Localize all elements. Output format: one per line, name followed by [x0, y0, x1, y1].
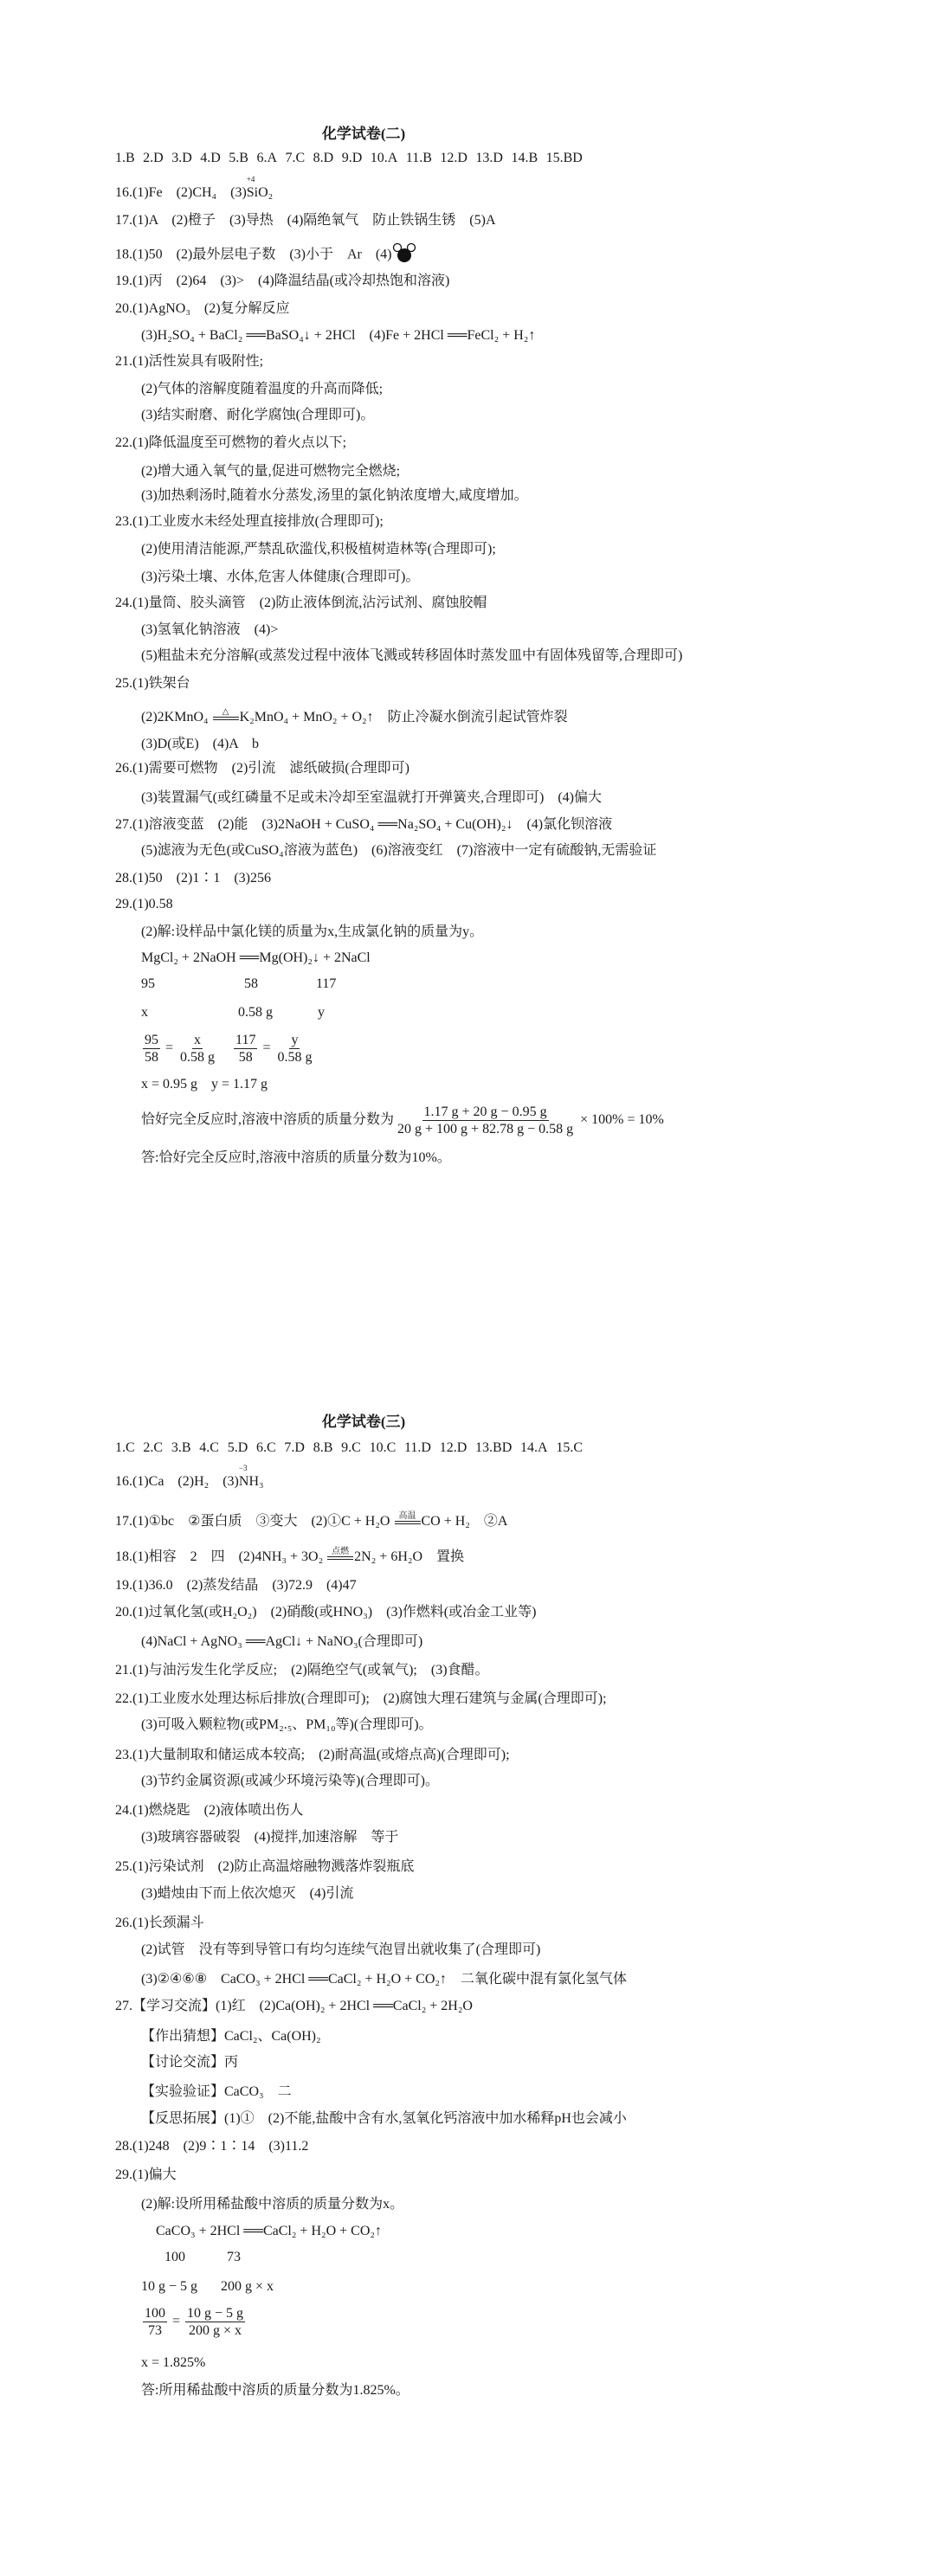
mc-answer: 6.C: [256, 1440, 276, 1455]
answer-line: [141, 1773, 439, 1790]
answer-text: × 100% = 10%: [577, 1112, 664, 1128]
answer-text: 20.(1)AgNO₃ (2)复分解反应: [115, 301, 290, 316]
mc-answer: 11.B: [405, 151, 432, 165]
answer-line: [115, 870, 271, 887]
calc-column-value: 73: [227, 2250, 241, 2264]
calc-column-value: 95: [141, 976, 155, 991]
answer-line: [115, 175, 274, 202]
fraction: [178, 1032, 216, 1066]
answer-text: (5)滤液为无色(或CuSO₄溶液为蓝色) (6)溶液变红 (7)溶液中一定有硫酸钠,无需验证: [141, 843, 657, 858]
answer-line: [141, 736, 259, 753]
answer-line: [141, 487, 528, 505]
mc-answer: 8.D: [313, 151, 334, 165]
answer-line: [141, 1032, 315, 1066]
answer-line: [115, 435, 346, 452]
answer-line: [141, 2305, 247, 2339]
answer-text: 恰好完全反应时,溶液中溶质的质量分数为: [141, 1112, 395, 1128]
answer-text: (2)增大通入氧气的量,促进可燃物完全燃烧;: [141, 464, 401, 479]
mc-answer: 9.C: [341, 1440, 361, 1455]
answer-text: CaCO₃ + 2HCl ══CaCl₂ + H₂O + CO₂↑: [156, 2224, 382, 2238]
answer-text: 18.(1)50 (2)最外层电子数 (3)小于 Ar (4): [115, 247, 392, 262]
answer-line: [141, 924, 483, 941]
answer-text: (2)解:设样品中氯化镁的质量为x,生成氯化钠的质量为y。: [141, 924, 484, 939]
answer-line: [141, 327, 535, 345]
answer-text: 26.(1)长颈漏斗: [115, 1916, 204, 1930]
reaction-condition-text: 高温: [398, 1511, 416, 1521]
fraction: [275, 1032, 313, 1066]
answer-text: =: [162, 1040, 177, 1056]
answer-line: [141, 621, 278, 639]
answer-text: =: [259, 1040, 274, 1056]
answer-line: [141, 463, 400, 480]
calc-column-value: 0.58 g: [238, 1005, 273, 1020]
element-symbol: Si: [246, 185, 259, 200]
answer-text: (3)氢氧化钠溶液 (4)>: [141, 622, 279, 637]
answer-line: [115, 816, 612, 834]
answer-text: 【实验验证】CaCO₃ 二: [141, 2084, 292, 2099]
answer-line: [115, 212, 496, 229]
equals-sign: [327, 1556, 353, 1560]
fraction: [143, 1032, 160, 1066]
multiple-choice-answers: [115, 1439, 583, 1457]
mc-answer: 10.C: [369, 1440, 397, 1455]
fraction-denominator: 58: [145, 1050, 158, 1065]
mc-answer: 12.D: [439, 1440, 468, 1455]
multiple-choice-answers: [115, 150, 583, 167]
answer-text: 17.(1)①bc ②蛋白质 ③变大 (2)①C + H₂O: [115, 1514, 394, 1529]
answer-text: MgCl₂ + 2NaOH ══Mg(OH)₂↓ + 2NaCl: [141, 950, 371, 965]
answer-line: [115, 1548, 464, 1566]
answer-text: (2)解:设所用稀盐酸中溶质的质量分数为x。: [141, 2197, 404, 2212]
answer-text: 23.(1)工业废水未经处理直接排放(合理即可);: [115, 514, 384, 529]
answer-line: [141, 1076, 268, 1093]
answer-line: [141, 950, 371, 967]
answer-text: (3)装置漏气(或红磷量不足或未冷却至室温就打开弹簧夹,合理即可) (4)偏大: [141, 790, 602, 805]
answer-line: [141, 1885, 353, 1903]
answer-text: 20.(1)过氧化氢(或H₂O₂) (2)硝酸(或HNO₃) (3)作燃料(或冶金工业等): [115, 1605, 537, 1620]
fraction: [185, 2305, 245, 2339]
answer-line: [115, 675, 190, 692]
fraction-numerator: 10 g − 5 g: [187, 2306, 244, 2321]
answer-line: [115, 595, 487, 612]
mc-answer: 8.B: [313, 1440, 333, 1455]
fraction-denominator: 0.58 g: [180, 1050, 216, 1065]
fraction-denominator: 200 g × x: [189, 2323, 242, 2338]
answer-line: [141, 1633, 422, 1651]
answer-line: [141, 407, 374, 424]
valence-number: −3: [238, 1464, 248, 1472]
mc-answer: 1.B: [115, 151, 135, 165]
answer-text: 16.(1)Ca (2)H₂ (3): [115, 1474, 239, 1489]
answer-text: (3)加热剩汤时,随着水分蒸发,汤里的氯化钠浓度增大,咸度增加。: [141, 488, 528, 503]
mc-answer: 5.B: [229, 151, 248, 165]
mc-answer: 15.BD: [545, 151, 583, 165]
mc-answer: 3.B: [171, 1440, 191, 1455]
answer-line: [141, 1829, 398, 1846]
answer-line: [115, 760, 409, 777]
reaction-condition-text: 点燃: [332, 1547, 350, 1556]
mc-answer: 7.D: [284, 1440, 305, 1455]
mc-answer: 3.D: [171, 151, 192, 165]
answer-line: [115, 1690, 607, 1708]
mc-answer: 4.D: [200, 151, 221, 165]
answer-text: K₂MnO₄ + MnO₂ + O₂↑ 防止冷凝水倒流引起试管炸裂: [239, 710, 568, 724]
answer-line: [115, 353, 263, 370]
answer-line: [141, 1150, 451, 1167]
answer-text: 2N₂ + 6H₂O 置换: [354, 1549, 465, 1564]
equals-sign: [395, 1521, 421, 1524]
answer-line: [115, 2138, 308, 2155]
mc-answer: 7.C: [285, 151, 306, 165]
answer-line: [115, 1577, 357, 1594]
answer-text: 答:恰好完全反应时,溶液中溶质的质量分数为10%。: [141, 1150, 451, 1165]
answer-line: [141, 2382, 409, 2399]
answer-line: [115, 896, 173, 913]
mc-answer: 11.D: [404, 1440, 431, 1455]
element-symbol: N: [238, 1474, 249, 1489]
answer-line: [115, 1662, 489, 1679]
answer-line: [115, 242, 416, 268]
answer-text: 【作出猜想】CaCl₂、Ca(OH)₂: [141, 2029, 321, 2044]
answer-line: [115, 300, 290, 318]
answer-text: 28.(1)50 (2)1∶1 (3)256: [115, 871, 271, 886]
fraction-numerator: 1.17 g + 20 g − 0.95 g: [423, 1104, 547, 1119]
answer-line: [141, 842, 656, 860]
fraction-numerator: 100: [145, 2306, 165, 2321]
fraction-numerator: 117: [235, 1033, 256, 1047]
answer-line: [141, 2083, 292, 2101]
answer-line: [115, 1747, 510, 1764]
answer-line: [141, 541, 496, 558]
answer-text: =: [169, 2314, 184, 2329]
answer-text: 27.【学习交流】(1)红 (2)Ca(OH)₂ + 2HCl ══CaCl₂ + 2H₂O: [115, 1999, 473, 2013]
answer-line: [115, 513, 384, 531]
mc-answer: 13.D: [475, 151, 503, 165]
answer-text: 23.(1)大量制取和储运成本较高; (2)耐高温(或熔点高)(合理即可);: [115, 1748, 510, 1762]
mc-answer: 10.A: [370, 151, 398, 165]
answer-text: 【讨论交流】丙: [141, 2055, 239, 2070]
answer-line: [115, 1604, 536, 1621]
answer-line: [141, 2196, 403, 2213]
answer-line: [141, 2110, 627, 2128]
answer-line: [115, 1512, 507, 1530]
water-molecule-icon: [392, 242, 416, 268]
answer-text: (3)D(或E) (4)A b: [141, 737, 259, 751]
answer-text: CO + H₂ ②A: [421, 1514, 508, 1529]
answer-line: [141, 647, 682, 665]
section-title: 化学试卷(三): [321, 1414, 406, 1430]
mc-answer: 9.D: [341, 151, 363, 165]
answer-text: x = 0.95 g y = 1.17 g: [141, 1077, 268, 1092]
answer-text: (5)粗盐未充分溶解(或蒸发过程中液体飞溅或转移固体时蒸发皿中有固体残留等,合理即可): [141, 648, 683, 663]
answer-line: [115, 273, 449, 290]
answer-text: (2)气体的溶解度随着温度的升高而降低;: [141, 382, 384, 396]
calc-column-value: 10 g − 5 g: [141, 2279, 198, 2294]
answer-line: [141, 1716, 433, 1734]
mc-answer: 15.C: [556, 1440, 583, 1455]
answer-line: [141, 569, 419, 586]
answer-line: [141, 2054, 238, 2071]
answer-text: 17.(1)A (2)橙子 (3)导热 (4)隔绝氧气 防止铁锅生锈 (5)A: [115, 213, 496, 228]
answer-text: 21.(1)与油污发生化学反应; (2)隔绝空气(或氧气); (3)食醋。: [115, 1663, 489, 1678]
answer-text: (3)可吸入颗粒物(或PM₂.₅、PM₁₀等)(合理即可)。: [141, 1717, 433, 1732]
calc-column-value: 100: [164, 2250, 185, 2264]
equals-sign: [213, 717, 239, 720]
mc-answer: 1.C: [115, 1440, 135, 1455]
fraction-numerator: x: [194, 1033, 202, 1047]
answer-line: [115, 1998, 473, 2015]
reaction-condition: [327, 1548, 353, 1566]
calc-column-value: y: [318, 1005, 325, 1020]
answer-text: 答:所用稀盐酸中溶质的质量分数为1.825%。: [141, 2383, 409, 2398]
fraction-denominator: 58: [238, 1050, 253, 1065]
reaction-condition: [395, 1512, 421, 1530]
answer-text: [218, 1040, 232, 1055]
answer-text: 19.(1)丙 (2)64 (3)> (4)降温结晶(或冷却热饱和溶液): [115, 274, 450, 288]
answer-line: [141, 381, 383, 398]
answer-line: [141, 1971, 627, 1988]
answer-line: [141, 708, 568, 726]
fraction-denominator: 0.58 g: [277, 1050, 313, 1065]
answer-text: (2)2KMnO₄: [141, 710, 212, 724]
answer-text: 26.(1)需要可燃物 (2)引流 滤纸破损(合理即可): [115, 761, 409, 776]
reaction-condition: [213, 708, 239, 726]
answer-text: (3)②④⑥⑧ CaCO₃ + 2HCl ══CaCl₂ + H₂O + CO₂↑ 二氧化碳中混有氯化氢气体: [141, 1972, 627, 1987]
answer-text: 29.(1)偏大: [115, 2167, 177, 2182]
valence-number: +4: [246, 175, 255, 184]
fraction-denominator: 73: [148, 2323, 162, 2338]
calc-column-value: 58: [244, 976, 258, 991]
fraction: [396, 1104, 575, 1137]
section-title: 化学试卷(二): [321, 126, 406, 142]
valence-annotation: [238, 1464, 249, 1491]
answer-text: (2)使用清洁能源,严禁乱砍滥伐,积极植树造林等(合理即可);: [141, 542, 496, 557]
answer-line: [141, 789, 602, 807]
mc-answer: 14.B: [511, 151, 538, 165]
answer-line: [141, 1104, 664, 1137]
answer-text: 29.(1)0.58: [115, 897, 173, 911]
fraction-denominator: 20 g + 100 g + 82.78 g − 0.58 g: [397, 1122, 574, 1137]
answer-text: 19.(1)36.0 (2)蒸发结晶 (3)72.9 (4)47: [115, 1578, 357, 1593]
answer-line: [115, 1464, 264, 1491]
mc-answer: 2.C: [143, 1440, 164, 1455]
calc-column-value: x: [141, 1005, 148, 1020]
answer-text: 24.(1)量筒、胶头滴管 (2)防止液体倒流,沾污试剂、腐蚀胶帽: [115, 596, 487, 610]
mc-answer: 6.A: [256, 151, 278, 165]
answer-text: (3)节约金属资源(或减少环境污染等)(合理即可)。: [141, 1774, 439, 1788]
calc-column-value: 117: [316, 976, 337, 991]
answer-text: x = 1.825%: [141, 2355, 206, 2370]
mc-answer: 4.C: [199, 1440, 219, 1455]
answer-text: (3)H₂SO₄ + BaCl₂ ══BaSO₄↓ + 2HCl (4)Fe + 2HCl ══FeCl₂ + H₂↑: [141, 328, 536, 343]
answer-text: 16.(1)Fe (2)CH₄ (3): [115, 185, 247, 200]
reaction-condition-text: △: [222, 707, 229, 717]
answer-text: (3)蜡烛由下而上依次熄灭 (4)引流: [141, 1886, 354, 1901]
answer-line: [141, 2028, 321, 2045]
mc-answer: 2.D: [143, 151, 164, 165]
answer-line: [115, 1858, 414, 1876]
answer-text: O₂: [258, 185, 274, 200]
answer-line: [115, 1915, 204, 1932]
answer-text: 25.(1)铁架台: [115, 676, 190, 691]
answer-text: 28.(1)248 (2)9∶1∶14 (3)11.2: [115, 2139, 309, 2154]
answer-text: 25.(1)污染试剂 (2)防止高温熔融物溅落炸裂瓶底: [115, 1859, 415, 1874]
answer-text: (3)结实耐磨、耐化学腐蚀(合理即可)。: [141, 408, 375, 422]
answer-text: 18.(1)相容 2 四 (2)4NH₃ + 3O₂: [115, 1549, 327, 1564]
answer-line: [141, 2354, 205, 2372]
answer-text: (3)污染土壤、水体,危害人体健康(合理即可)。: [141, 570, 420, 584]
mc-answer: 14.A: [520, 1440, 548, 1455]
answer-text: 【反思拓展】(1)① (2)不能,盐酸中含有水,氢氧化钙溶液中加水稀释pH也会减小: [141, 2111, 627, 2126]
answer-text: 21.(1)活性炭具有吸附性;: [115, 354, 264, 369]
fraction-numerator: y: [291, 1033, 299, 1047]
mc-answer: 13.BD: [475, 1440, 513, 1455]
answer-text: 27.(1)溶液变蓝 (2)能 (3)2NaOH + CuSO₄ ══Na₂SO₄ + Cu(OH)₂↓ (4)氯化钡溶液: [115, 817, 613, 832]
answer-line: [115, 1802, 303, 1819]
answer-text: 24.(1)燃烧匙 (2)液体喷出伤人: [115, 1803, 304, 1818]
answer-text: (4)NaCl + AgNO₃ ══AgCl↓ + NaNO₃(合理即可): [141, 1634, 423, 1649]
answer-text: 22.(1)工业废水处理达标后排放(合理即可); (2)腐蚀大理石建筑与金属(合理即可);: [115, 1691, 607, 1706]
answer-text: H₃: [248, 1474, 264, 1489]
answer-line: [115, 2167, 177, 2184]
mc-answer: 5.D: [227, 1440, 248, 1455]
answer-text: 22.(1)降低温度至可燃物的着火点以下;: [115, 435, 347, 450]
fraction-numerator: 95: [145, 1033, 158, 1047]
fraction: [143, 2305, 167, 2339]
calc-column-value: 200 g × x: [221, 2279, 274, 2294]
mc-answer: 12.D: [440, 151, 468, 165]
answer-text: (3)玻璃容器破裂 (4)搅拌,加速溶解 等于: [141, 1830, 399, 1845]
valence-annotation: [246, 175, 259, 202]
fraction: [234, 1032, 257, 1066]
answer-line: [156, 2223, 382, 2240]
answer-line: [141, 1942, 540, 1959]
answer-text: (2)试管 没有等到导管口有均匀连续气泡冒出就收集了(合理即可): [141, 1942, 541, 1957]
